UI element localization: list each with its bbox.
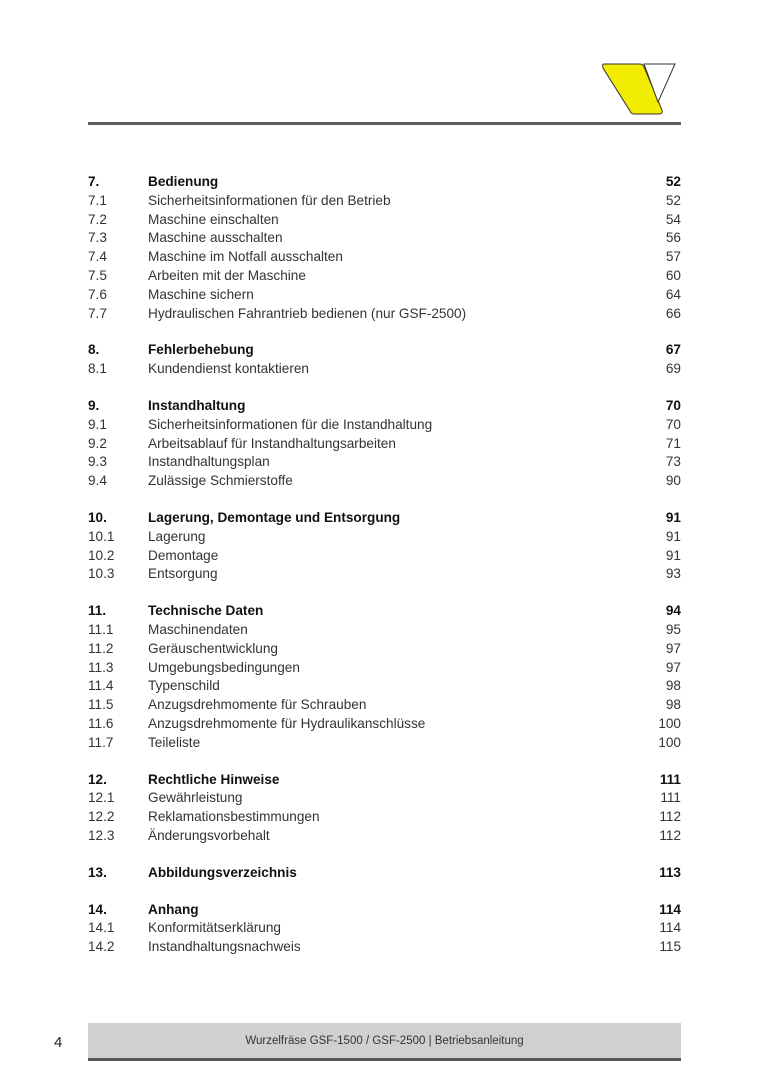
toc-entry-title: Abbildungsverzeichnis — [148, 864, 297, 880]
toc-entry-title: Teileliste — [148, 734, 201, 750]
toc-chapter-heading[interactable] — [88, 509, 681, 528]
toc-entry-title: Arbeitsablauf für Instandhaltungsarbeiten — [148, 435, 396, 451]
toc-entry-title: Sicherheitsinformationen für den Betrieb — [148, 192, 391, 208]
toc-entry[interactable] — [88, 305, 681, 324]
company-logo-icon — [600, 58, 680, 118]
toc-entry[interactable] — [88, 677, 681, 696]
toc-entry-page: 69 — [665, 361, 681, 377]
toc-chapter-heading[interactable] — [88, 397, 681, 416]
toc-entry-title: Arbeiten mit der Maschine — [148, 267, 306, 283]
toc-entry-title: Maschinendaten — [148, 621, 248, 637]
toc-entry-number: 11.2 — [88, 640, 114, 656]
toc-entry-page: 95 — [665, 621, 681, 637]
toc-entry-number: 7.3 — [88, 230, 107, 246]
toc-entry-title: Geräuschentwicklung — [148, 640, 278, 656]
toc-entry[interactable] — [88, 919, 681, 938]
toc-entry-page: 114 — [659, 920, 681, 936]
toc-entry-number: 10.3 — [88, 566, 115, 582]
toc-chapter-heading[interactable] — [88, 173, 681, 192]
toc-chapter-heading[interactable] — [88, 602, 681, 621]
toc-entry-number: 12. — [88, 771, 107, 787]
toc-entry-title: Lagerung — [148, 528, 206, 544]
toc-entry[interactable] — [88, 938, 681, 957]
toc-entry-page: 94 — [665, 603, 681, 619]
toc-entry-number: 11.3 — [88, 659, 114, 675]
toc-entry-page: 70 — [665, 416, 681, 432]
toc-entry-title: Maschine im Notfall ausschalten — [148, 249, 343, 265]
toc-entry-number: 8.1 — [88, 361, 107, 377]
toc-entry-title: Zulässige Schmierstoffe — [148, 473, 293, 489]
toc-entry-number: 9.3 — [88, 454, 107, 470]
toc-entry[interactable] — [88, 696, 681, 715]
toc-entry-number: 10. — [88, 509, 107, 525]
toc-entry[interactable] — [88, 229, 681, 248]
toc-entry-title: Instandhaltung — [148, 397, 246, 413]
toc-entry-page: 115 — [659, 939, 681, 955]
toc-entry[interactable] — [88, 435, 681, 454]
toc-entry[interactable] — [88, 472, 681, 491]
toc-section — [88, 771, 681, 846]
toc-section — [88, 602, 681, 752]
toc-entry-page: 52 — [665, 174, 681, 189]
toc-chapter-heading[interactable] — [88, 771, 681, 790]
toc-chapter-heading[interactable] — [88, 901, 681, 920]
toc-entry-page: 60 — [665, 267, 681, 283]
toc-entry-title: Sicherheitsinformationen für die Instandhaltung — [148, 416, 433, 432]
toc-entry-number: 10.2 — [88, 547, 115, 563]
toc-entry-number: 14. — [88, 901, 107, 917]
page-number: 4 — [54, 1034, 63, 1051]
toc-entry-number: 9.1 — [88, 416, 107, 432]
toc-entry-title: Demontage — [148, 547, 219, 563]
toc-entry[interactable] — [88, 453, 681, 472]
footer-title: Wurzelfräse GSF-1500 / GSF-2500 | Betriebsanleitung — [245, 1035, 524, 1047]
toc-entry-number: 9. — [88, 397, 100, 413]
toc-entry-number: 7.2 — [88, 211, 107, 227]
toc-entry-number: 14.2 — [88, 939, 115, 955]
toc-entry-page: 64 — [665, 286, 681, 302]
toc-entry-page: 113 — [659, 864, 681, 880]
toc-entry[interactable] — [88, 286, 681, 305]
toc-entry-title: Maschine ausschalten — [148, 230, 283, 246]
toc-section — [88, 341, 681, 379]
toc-entry-number: 7.1 — [88, 192, 107, 208]
header-rule — [88, 122, 681, 125]
toc-entry-number: 7.7 — [88, 305, 107, 321]
toc-entry-number: 11.6 — [88, 715, 114, 731]
toc-entry-page: 54 — [665, 211, 681, 227]
toc-entry-title: Umgebungsbedingungen — [148, 659, 300, 675]
toc-section — [88, 173, 681, 323]
footer-rule — [88, 1058, 681, 1061]
toc-entry-number: 7. — [88, 174, 100, 189]
toc-entry-number: 14.1 — [88, 920, 115, 936]
toc-entry[interactable] — [88, 192, 681, 211]
toc-entry-title: Typenschild — [148, 678, 220, 694]
toc-entry[interactable] — [88, 416, 681, 435]
toc-entry-title: Maschine einschalten — [148, 211, 279, 227]
toc-entry-page: 52 — [665, 192, 681, 208]
toc-entry-page: 97 — [665, 640, 681, 656]
toc-entry-number: 12.2 — [88, 809, 115, 825]
toc-entry-page: 90 — [665, 473, 681, 489]
toc-entry-page: 114 — [659, 901, 681, 917]
toc-entry-number: 12.3 — [88, 827, 115, 843]
toc-entry-title: Instandhaltungsnachweis — [148, 939, 301, 955]
toc-entry-title: Bedienung — [148, 174, 219, 189]
toc-entry-number: 7.6 — [88, 286, 107, 302]
toc-entry-title: Entsorgung — [148, 566, 218, 582]
toc-entry-page: 57 — [665, 249, 681, 265]
toc-entry-page: 100 — [658, 734, 681, 750]
toc-entry-page: 112 — [659, 809, 681, 825]
toc-entry-page: 91 — [665, 509, 681, 525]
toc-section — [88, 901, 681, 957]
toc-entry-page: 100 — [658, 715, 681, 731]
toc-entry-title: Fehlerbehebung — [148, 342, 254, 358]
toc-entry-page: 67 — [665, 342, 681, 358]
toc-entry-number: 8. — [88, 342, 100, 358]
toc-entry-page: 91 — [665, 528, 681, 544]
toc-entry[interactable] — [88, 621, 681, 640]
toc-chapter-heading[interactable] — [88, 864, 681, 883]
toc-entry[interactable] — [88, 528, 681, 547]
toc-section — [88, 509, 681, 584]
toc-entry-title: Kundendienst kontaktieren — [148, 361, 309, 377]
toc-entry-number: 11. — [88, 603, 107, 619]
toc-entry-number: 11.4 — [88, 678, 114, 694]
toc-entry[interactable] — [88, 248, 681, 267]
toc-entry-page: 70 — [665, 397, 681, 413]
toc-entry-title: Gewährleistung — [148, 790, 243, 806]
toc-entry[interactable] — [88, 640, 681, 659]
toc-entry-page: 71 — [665, 435, 681, 451]
toc-entry-page: 56 — [665, 230, 681, 246]
toc-entry-title: Anzugsdrehmomente für Schrauben — [148, 697, 367, 713]
toc-entry-number: 11.1 — [88, 621, 114, 637]
toc-entry-page: 91 — [665, 547, 681, 563]
toc-entry-page: 98 — [665, 678, 681, 694]
toc-entry[interactable] — [88, 547, 681, 566]
toc-entry-title: Änderungsvorbehalt — [148, 827, 270, 843]
toc-entry-title: Anzugsdrehmomente für Hydraulikanschlüsse — [148, 715, 426, 731]
toc-entry[interactable] — [88, 715, 681, 734]
toc-entry-number: 11.5 — [88, 697, 114, 713]
toc-entry[interactable] — [88, 565, 681, 584]
toc-entry-number: 11.7 — [88, 734, 114, 750]
toc-entry[interactable] — [88, 808, 681, 827]
toc-entry-number: 7.5 — [88, 267, 107, 283]
toc-entry-page: 97 — [665, 659, 681, 675]
toc-entry-page: 98 — [665, 697, 681, 713]
toc-entry-page: 112 — [659, 827, 681, 843]
toc-entry-title: Anhang — [148, 901, 199, 917]
toc-entry[interactable] — [88, 360, 681, 379]
toc-entry-title: Lagerung, Demontage und Entsorgung — [148, 509, 401, 525]
toc-chapter-heading[interactable] — [88, 341, 681, 360]
table-of-contents — [88, 173, 681, 975]
toc-entry-title: Konformitätserklärung — [148, 920, 281, 936]
toc-entry-title: Instandhaltungsplan — [148, 454, 270, 470]
toc-entry-page: 111 — [659, 771, 681, 787]
toc-entry[interactable] — [88, 789, 681, 808]
toc-entry[interactable] — [88, 827, 681, 846]
toc-entry-title: Technische Daten — [148, 603, 264, 619]
toc-entry-number: 13. — [88, 864, 107, 880]
toc-entry-page: 66 — [665, 305, 681, 321]
toc-entry[interactable] — [88, 659, 681, 678]
toc-entry-page: 73 — [665, 454, 681, 470]
toc-entry-title: Hydraulischen Fahrantrieb bedienen (nur GSF-2500) — [148, 305, 467, 321]
toc-entry-number: 9.4 — [88, 473, 107, 489]
toc-entry-number: 7.4 — [88, 249, 107, 265]
toc-entry-number: 9.2 — [88, 435, 107, 451]
toc-entry-number: 10.1 — [88, 528, 115, 544]
toc-section — [88, 864, 681, 883]
toc-entry[interactable] — [88, 267, 681, 286]
toc-entry[interactable] — [88, 734, 681, 753]
toc-entry-page: 111 — [660, 790, 681, 806]
toc-entry-title: Maschine sichern — [148, 286, 254, 302]
toc-entry-title: Rechtliche Hinweise — [148, 771, 280, 787]
toc-section — [88, 397, 681, 491]
toc-entry-page: 93 — [665, 566, 681, 582]
toc-entry-title: Reklamationsbestimmungen — [148, 809, 320, 825]
toc-entry-number: 12.1 — [88, 790, 115, 806]
toc-entry[interactable] — [88, 211, 681, 230]
